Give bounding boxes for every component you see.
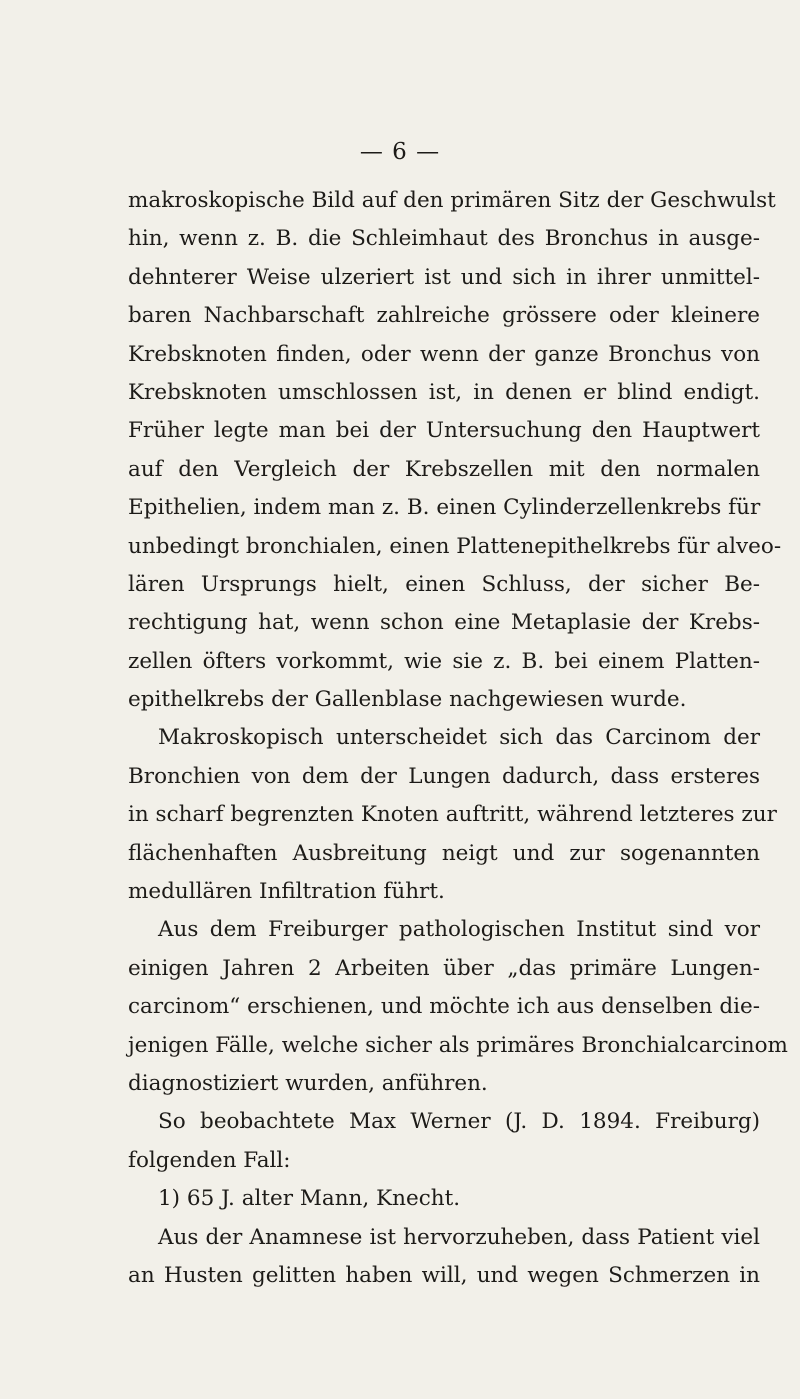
text-line: Epithelien, indem man z. B. einen Cylinderzellenkrebs für	[128, 495, 761, 521]
text-line: Aus der Anamnese ist hervorzuheben, dass Patient viel	[158, 1224, 760, 1250]
text-line: Bronchien von dem der Lungen dadurch, dass ersteres	[128, 763, 760, 789]
text-line: epithelkrebs der Gallenblase nachgewiesen wurde.	[128, 687, 687, 713]
text-line: Früher legte man bei der Untersuchung den Hauptwert	[128, 418, 760, 444]
text-line: jenigen Fälle, welche sicher als primäres Bronchialcarcinom	[128, 1032, 788, 1058]
text-line: flächenhaften Ausbreitung neigt und zur sogenannten	[128, 840, 760, 866]
text-line: medullären Infiltration führt.	[128, 879, 445, 905]
text-line: diagnostiziert wurden, anführen.	[128, 1070, 488, 1096]
text-line: unbedingt bronchialen, einen Plattenepithelkrebs für alveo-	[128, 533, 782, 559]
text-line: auf den Vergleich der Krebszellen mit den normalen	[128, 456, 760, 482]
text-line: zellen öfters vorkommt, wie sie z. B. bei einem Platten-	[128, 648, 760, 674]
text-line: Aus dem Freiburger pathologischen Institut sind vor	[158, 917, 760, 943]
text-line: So beobachtete Max Werner (J. D. 1894. Freiburg)	[158, 1109, 760, 1135]
text-line: Krebsknoten finden, oder wenn der ganze Bronchus von	[128, 341, 760, 367]
text-line: lären Ursprungs hielt, einen Schluss, der sicher Be-	[128, 571, 760, 597]
text-line: baren Nachbarschaft zahlreiche grössere oder kleinere	[128, 303, 760, 329]
text-line: Makroskopisch unterscheidet sich das Carcinom der	[158, 725, 760, 751]
body-text	[128, 182, 788, 1295]
text-line: makroskopische Bild auf den primären Sitz der Geschwulst	[128, 188, 776, 213]
text-line: hin, wenn z. B. die Schleimhaut des Bronchus in ausge-	[128, 226, 760, 252]
text-line: dehnterer Weise ulzeriert ist und sich in ihrer unmittel-	[128, 264, 760, 290]
text-line: an Husten gelitten haben will, und wegen Schmerzen in	[128, 1262, 760, 1288]
text-line: in scharf begrenzten Knoten auftritt, während letzteres zur	[128, 802, 777, 828]
text-line: einigen Jahren 2 Arbeiten über „das primäre Lungen-	[128, 955, 760, 981]
text-line: folgenden Fall:	[128, 1147, 291, 1173]
text-line: rechtigung hat, wenn schon eine Metaplasie der Krebs-	[128, 610, 760, 636]
text-line: 1) 65 J. alter Mann, Knecht.	[158, 1186, 461, 1212]
text-line: Krebsknoten umschlossen ist, in denen er blind endigt.	[128, 379, 760, 405]
page-number: — 6 —	[359, 139, 441, 165]
text-line: carcinom“ erschienen, und möchte ich aus denselben die-	[128, 994, 760, 1020]
